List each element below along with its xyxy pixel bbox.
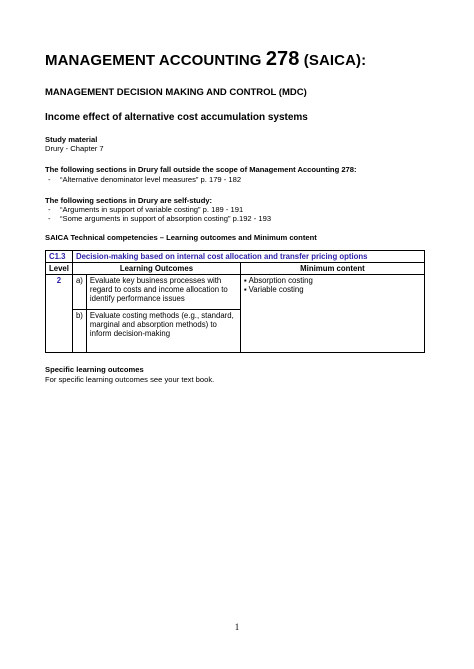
- self-study-heading: The following sections in Drury are self-study:: [45, 195, 213, 205]
- competency-code: C1.3: [46, 251, 73, 263]
- topic-heading: Income effect of alternative cost accumulation systems: [45, 112, 308, 123]
- level-header: Level: [46, 263, 73, 275]
- specific-outcomes-heading: Specific learning outcomes: [45, 365, 144, 375]
- outcome-text: Evaluate costing methods (e.g., standard, marginal and absorption methods) to inform decision-making: [86, 310, 240, 353]
- specific-outcomes-text: For specific learning outcomes see your text book.: [45, 374, 215, 384]
- minimum-content-cell: [240, 275, 424, 353]
- outside-scope-list: [45, 175, 435, 184]
- outcome-letter: b): [72, 310, 86, 353]
- document-page: [45, 48, 435, 384]
- module-subtitle: MANAGEMENT DECISION MAKING AND CONTROL (MDC): [45, 87, 307, 98]
- self-study-list: [45, 205, 435, 223]
- list-item: - “Alternative denominator level measures” p. 179 - 182: [60, 175, 435, 184]
- outside-scope-heading: The following sections in Drury fall outside the scope of Management Accounting 278:: [45, 165, 357, 175]
- table-row: [46, 251, 425, 263]
- list-item: ▪ Variable costing: [252, 285, 421, 294]
- specific-outcomes-section: [45, 365, 435, 383]
- page-title: MANAGEMENT ACCOUNTING 278 (SAICA):: [45, 48, 367, 70]
- level-value: 2: [46, 275, 73, 353]
- competencies-heading: SAICA Technical competencies – Learning outcomes and Minimum content: [45, 233, 317, 243]
- self-study-section: [45, 196, 435, 224]
- list-item: ▪ Absorption costing: [252, 276, 421, 285]
- list-item: - “Some arguments in support of absorption costing” p.192 - 193: [60, 214, 435, 223]
- outside-scope-section: [45, 165, 435, 183]
- table-header-row: [46, 263, 425, 275]
- outcomes-table: [45, 250, 425, 353]
- minimum-content-header: Minimum content: [240, 263, 424, 275]
- page-number: 1: [234, 622, 240, 632]
- course-number: 278: [265, 48, 300, 70]
- study-material-heading: Study material: [45, 135, 98, 144]
- list-item: - “Arguments in support of variable costing” p. 189 - 191: [60, 205, 435, 214]
- study-material-text: Drury - Chapter 7: [45, 144, 104, 154]
- study-material-section: [45, 135, 435, 153]
- competency-title: Decision-making based on internal cost allocation and transfer pricing options: [72, 251, 424, 263]
- learning-outcomes-header: Learning Outcomes: [72, 263, 240, 275]
- outcome-letter: a): [72, 275, 86, 310]
- minimum-content-list: [244, 276, 421, 294]
- outcome-text: Evaluate key business processes with regard to costs and income allocation to identify performance issues: [86, 275, 240, 310]
- table-row: [46, 275, 425, 310]
